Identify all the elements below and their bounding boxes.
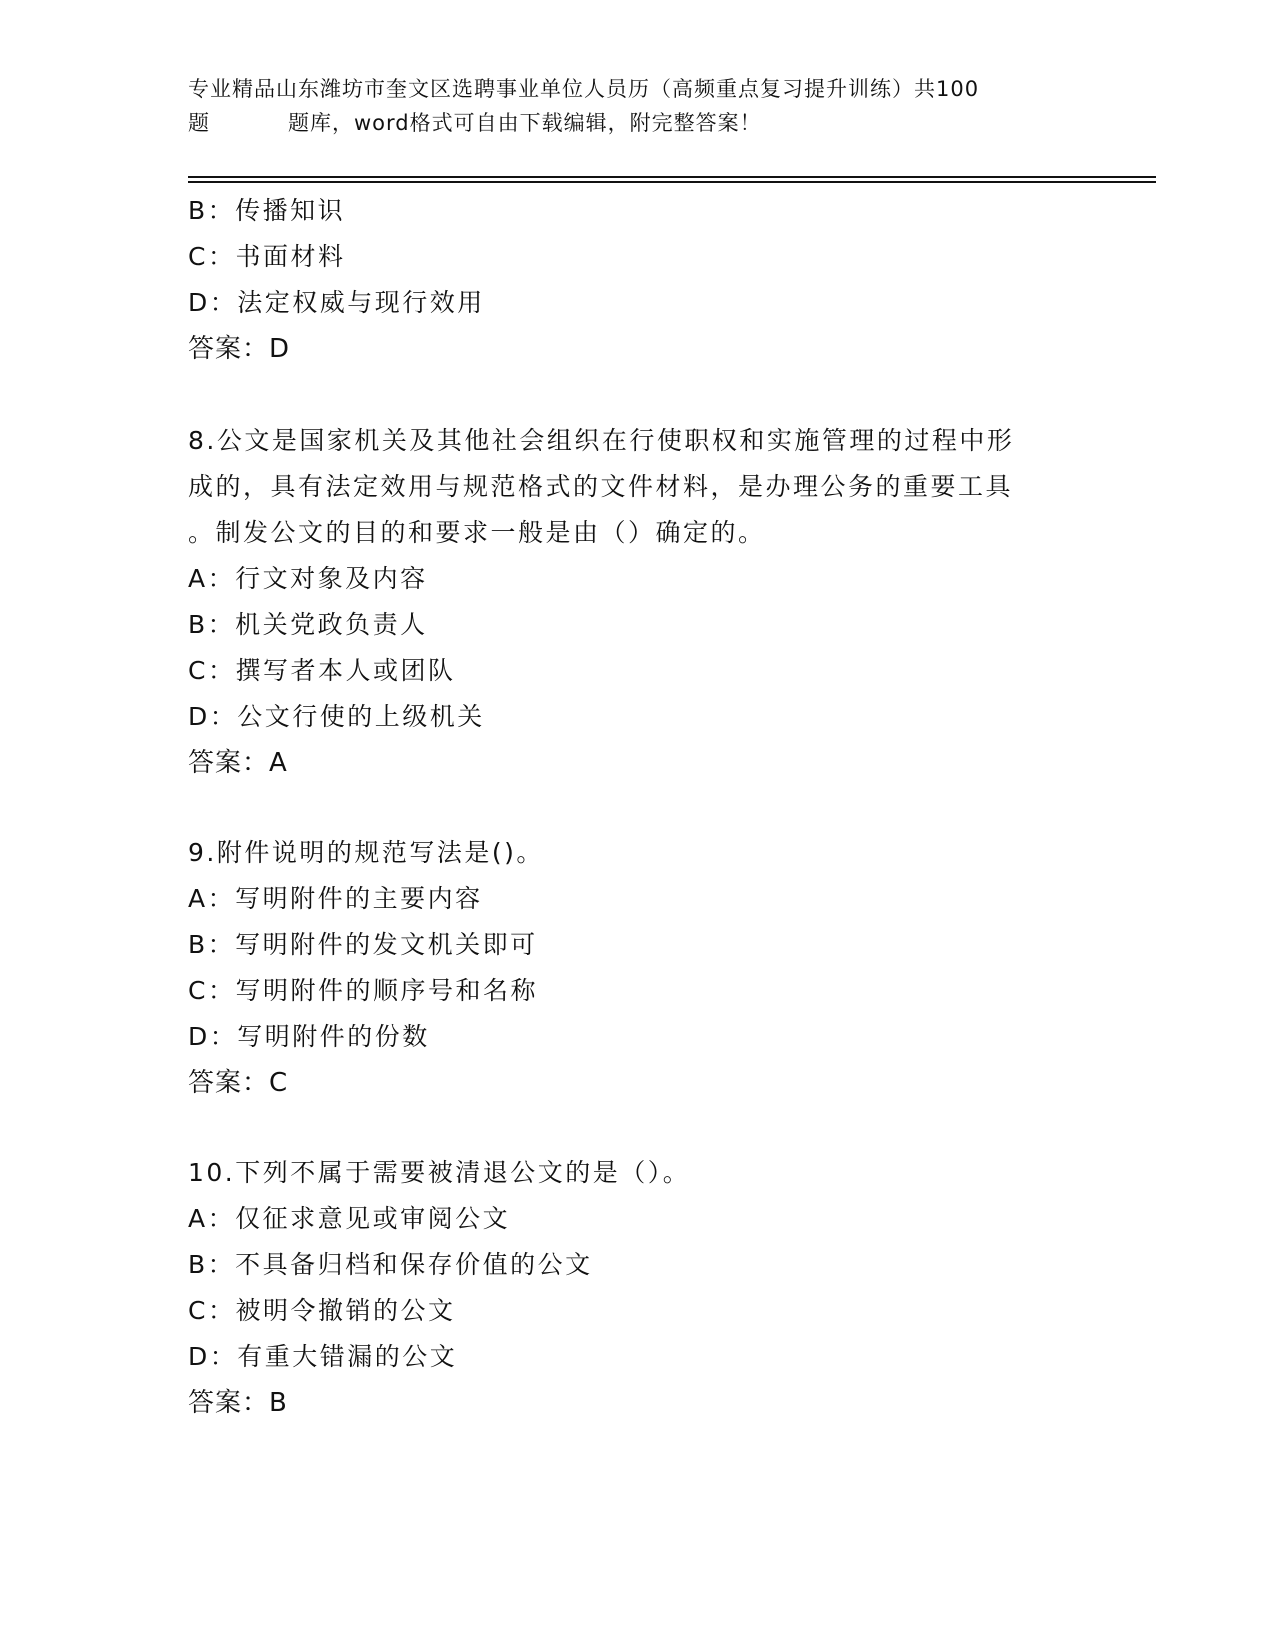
header-subtitle-line [188, 106, 1088, 140]
option-b: B：写明附件的发文机关即可 [188, 930, 538, 959]
option-a: A：仅征求意见或审阅公文 [188, 1204, 511, 1233]
option-c: C：写明附件的顺序号和名称 [188, 976, 538, 1005]
option-c: C：撰写者本人或团队 [188, 656, 456, 685]
option-a: A：写明附件的主要内容 [188, 884, 483, 913]
option-b: B：传播知识 [188, 196, 346, 225]
question-stem: 。制发公文的目的和要求一般是由（）确定的。 [188, 518, 766, 547]
header-rule-top [188, 176, 1156, 178]
header-subtitle-right: 题库，word格式可自由下载编辑，附完整答案！ [288, 111, 762, 135]
option-d: D：有重大错漏的公文 [188, 1342, 458, 1371]
option-b: B：不具备归档和保存价值的公文 [188, 1250, 593, 1279]
question-spacer [188, 1106, 1088, 1150]
question-stem: 8.公文是国家机关及其他社会组织在行使职权和实施管理的过程中形 [188, 426, 1015, 455]
question-8 [188, 418, 1088, 786]
header-title-line: 专业精品山东潍坊市奎文区选聘事业单位人员历（高频重点复习提升训练）共100 [188, 77, 980, 101]
question-stem: 9.附件说明的规范写法是()。 [188, 838, 544, 867]
option-c: C：被明令撤销的公文 [188, 1296, 456, 1325]
question-10 [188, 1150, 1088, 1426]
question-stem: 10.下列不属于需要被清退公文的是（）。 [188, 1158, 691, 1187]
question-spacer [188, 786, 1088, 830]
option-b: B：机关党政负责人 [188, 610, 428, 639]
answer-line: 答案：C [188, 1068, 289, 1098]
answer-line: 答案：B [188, 1388, 288, 1418]
question-9 [188, 830, 1088, 1106]
question-content [188, 188, 1088, 1426]
option-d: D：公文行使的上级机关 [188, 702, 485, 731]
document-header [188, 72, 1088, 140]
option-d: D：写明附件的份数 [188, 1022, 430, 1051]
option-c: C：书面材料 [188, 242, 346, 271]
question-7-tail [188, 188, 1088, 372]
header-subtitle-left: 题 [188, 111, 210, 135]
question-stem: 成的，具有法定效用与规范格式的文件材料，是办理公务的重要工具 [188, 472, 1014, 501]
question-spacer [188, 372, 1088, 418]
option-a: A：行文对象及内容 [188, 564, 428, 593]
option-d: D：法定权威与现行效用 [188, 288, 485, 317]
answer-line: 答案：D [188, 334, 291, 364]
header-rule-bottom [188, 181, 1156, 183]
answer-line: 答案：A [188, 748, 288, 778]
